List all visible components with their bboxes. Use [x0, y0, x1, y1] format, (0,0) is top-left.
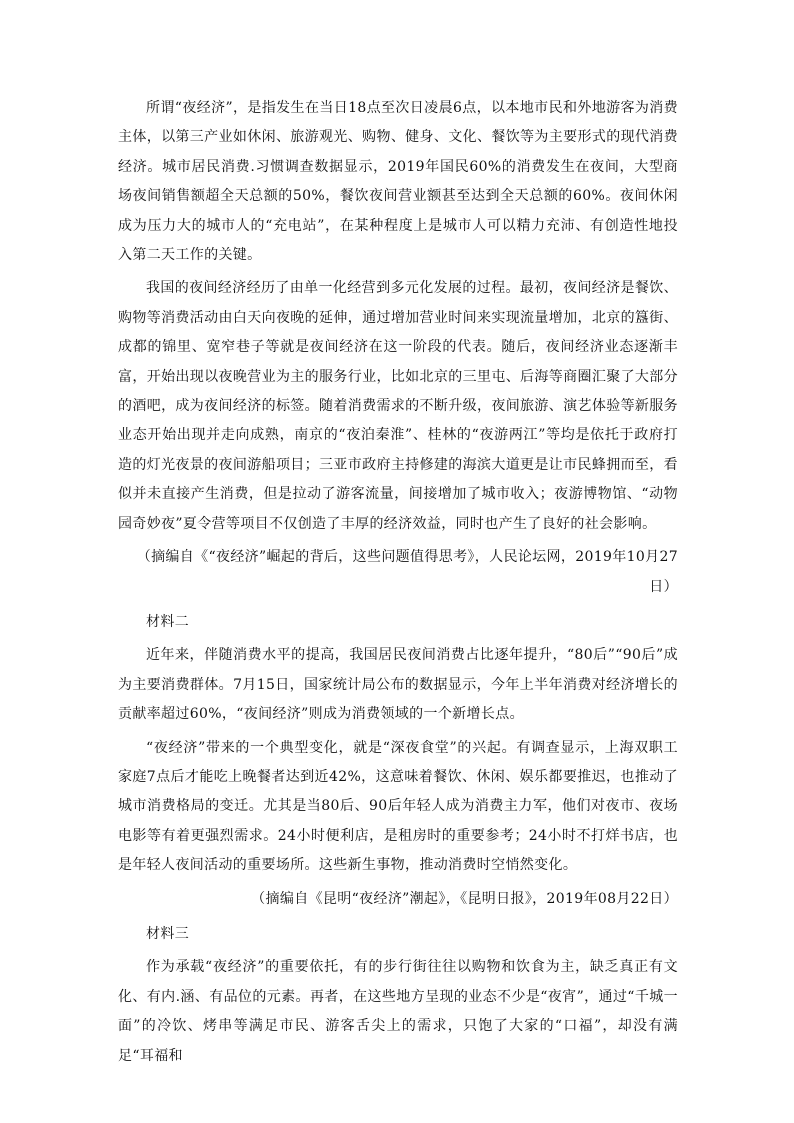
source-citation-2: （摘编自《昆明“夜经济”潮起》，《昆明日报》，2019年08月22日） — [251, 890, 678, 907]
paragraph-night-economy-development: 我国的夜间经济经历了由单一化经营到多元化发展的过程。最初，夜间经济是餐饮、购物等消费活动由白天向夜晚的延伸，通过增加营业时间来实现流量增加，北京的簋街、成都的锦里、宽窄巷子等就是夜间经济在这一阶段的代表。随后，夜间经济业态逐渐丰富，开始出现以夜晚营业为主的服务行业，比如北京的三里屯、后海等商圈汇聚了大部分的酒吧，成为夜间经济的标签。随着消费需求的不断升级，夜间旅游、演艺体验等新服务业态开始出现并走向成熟，南京的“夜泊秦淮”、桂林的“夜游两江”等均是依托于政府打造的灯光夜景的夜间游船项目；三亚市政府主持修建的海滨大道更是让市民蜂拥而至，看似并未直接产生消费，但是拉动了游客流量，间接增加了城市收入；夜游博物馆、“动物园奇妙夜”夏令营等项目不仅创造了丰厚的经济效益，同时也产生了良好的社会影响。 — [118, 280, 678, 532]
section-label-material-2: 材料二 — [146, 613, 190, 630]
section-label-material-3: 材料三 — [146, 925, 190, 942]
paragraph-night-economy-definition: 所谓“夜经济”，是指发生在当日18点至次日凌晨6点，以本地市民和外地游客为消费主体，以第三产业如休闲、旅游观光、购物、健身、文化、餐饮等为主要形式的现代消费经济。城市居民消费.习惯调查数据显示，2019年国民60%的消费发生在夜间，大型商场夜间销售额超全天总额的50%，餐饮夜间营业额甚至达到全天总额的60%。夜间休闲成为压力大的城市人的“充电站”，在某种程度上是城市人可以精力充沛、有创造性地投入第二天工作的关键。 — [118, 100, 678, 264]
paragraph-consumption-growth: 近年来，伴随消费水平的提高，我国居民夜间消费占比逐年提升，“80后”“90后”成为主要消费群体。7月15日，国家统计局公布的数据显示，今年上半年消费对经济增长的贡献率超过60%，“夜间经济”则成为消费领域的一个新增长点。 — [118, 647, 678, 723]
source-citation-1: （摘编自《“夜经济”崛起的背后，这些问题值得思考》，人民论坛网，2019年10月27日） — [136, 549, 678, 595]
paragraph-late-night-canteen: “夜经济”带来的一个典型变化，就是“深夜食堂”的兴起。有调查显示，上海双职工家庭7点后才能吃上晚餐者达到近42%，这意味着餐饮、休闲、娱乐都要推迟，也推动了城市消费格局的变迁。尤其是当80后、90后年轻人成为消费主力军，他们对夜市、夜场电影等有着更强烈需求。24小时便利店，是租房时的重要参考；24小时不打烊书店，也是年轻人夜间活动的重要场所。这些新生事物，推动消费时空悄然变化。 — [118, 739, 678, 874]
document-body — [118, 94, 678, 1071]
paragraph-pedestrian-street: 作为承载“夜经济”的重要依托，有的步行街往往以购物和饮食为主，缺乏真正有文化、有内.涵、有品位的元素。再者，在这些地方呈现的业态不少是“夜宵”，通过“千城一面”的冷饮、烤串等满足市民、游客舌尖上的需求，只饱了大家的“口福”，却没有满足“耳福和 — [118, 959, 678, 1064]
